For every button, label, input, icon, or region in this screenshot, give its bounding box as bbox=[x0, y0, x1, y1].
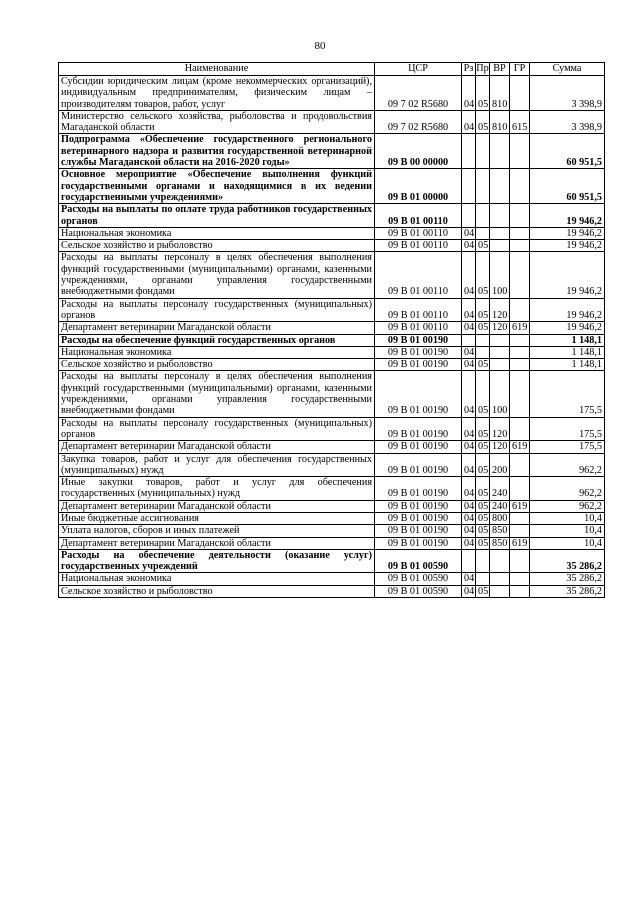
row-sum: 19 946,2 bbox=[530, 252, 605, 298]
row-name: Сельское хозяйство и рыболовство bbox=[59, 359, 375, 371]
row-pr bbox=[476, 134, 490, 169]
row-pr: 05 bbox=[476, 322, 490, 334]
row-csr: 09 В 01 00190 bbox=[375, 334, 462, 346]
row-csr: 09 В 01 00190 bbox=[375, 371, 462, 417]
row-csr: 09 В 01 00590 bbox=[375, 585, 462, 597]
row-vr bbox=[490, 227, 510, 239]
row-sum: 19 946,2 bbox=[530, 227, 605, 239]
row-gr bbox=[510, 298, 530, 322]
row-vr bbox=[490, 240, 510, 252]
row-vr bbox=[490, 573, 510, 585]
row-rz bbox=[462, 169, 476, 204]
row-csr: 09 В 01 00590 bbox=[375, 549, 462, 573]
row-gr bbox=[510, 549, 530, 573]
table-row bbox=[59, 134, 605, 169]
row-pr bbox=[476, 227, 490, 239]
row-name: Национальная экономика bbox=[59, 346, 375, 358]
row-gr bbox=[510, 573, 530, 585]
row-pr: 05 bbox=[476, 453, 490, 477]
table-header-row bbox=[59, 63, 605, 76]
row-pr: 05 bbox=[476, 441, 490, 453]
row-csr: 09 В 01 00110 bbox=[375, 252, 462, 298]
header-rz: Рз bbox=[462, 63, 476, 76]
row-rz: 04 bbox=[462, 453, 476, 477]
row-name: Департамент ветеринарии Магаданской области bbox=[59, 500, 375, 512]
row-rz: 04 bbox=[462, 537, 476, 549]
row-sum: 3 398,9 bbox=[530, 76, 605, 111]
row-vr: 810 bbox=[490, 110, 510, 134]
row-gr bbox=[510, 252, 530, 298]
row-rz: 04 bbox=[462, 585, 476, 597]
row-rz: 04 bbox=[462, 346, 476, 358]
table-row bbox=[59, 525, 605, 537]
row-vr: 100 bbox=[490, 252, 510, 298]
row-name: Национальная экономика bbox=[59, 227, 375, 239]
row-name: Расходы на обеспечение функций государственных органов bbox=[59, 334, 375, 346]
header-name: Наименование bbox=[59, 63, 375, 76]
row-rz bbox=[462, 549, 476, 573]
row-gr bbox=[510, 134, 530, 169]
row-pr: 05 bbox=[476, 252, 490, 298]
header-vr: ВР bbox=[490, 63, 510, 76]
row-pr: 05 bbox=[476, 110, 490, 134]
row-sum: 3 398,9 bbox=[530, 110, 605, 134]
row-rz bbox=[462, 134, 476, 169]
row-name: Сельское хозяйство и рыболовство bbox=[59, 585, 375, 597]
row-pr: 05 bbox=[476, 477, 490, 501]
row-sum: 60 951,5 bbox=[530, 134, 605, 169]
row-vr bbox=[490, 549, 510, 573]
table-row bbox=[59, 512, 605, 524]
row-sum: 175,5 bbox=[530, 441, 605, 453]
row-gr bbox=[510, 169, 530, 204]
row-sum: 962,2 bbox=[530, 477, 605, 501]
row-csr: 09 В 01 00190 bbox=[375, 453, 462, 477]
row-csr: 09 В 01 00110 bbox=[375, 298, 462, 322]
row-vr: 100 bbox=[490, 371, 510, 417]
row-rz: 04 bbox=[462, 417, 476, 441]
table-row bbox=[59, 477, 605, 501]
row-name: Закупка товаров, работ и услуг для обеспечения государственных (муниципальных) нужд bbox=[59, 453, 375, 477]
budget-table bbox=[58, 62, 605, 598]
row-sum: 19 946,2 bbox=[530, 204, 605, 228]
table-row bbox=[59, 573, 605, 585]
row-rz: 04 bbox=[462, 525, 476, 537]
table-row bbox=[59, 453, 605, 477]
row-pr bbox=[476, 169, 490, 204]
row-sum: 35 286,2 bbox=[530, 573, 605, 585]
row-pr bbox=[476, 549, 490, 573]
row-csr: 09 В 01 00190 bbox=[375, 537, 462, 549]
row-sum: 10,4 bbox=[530, 525, 605, 537]
table-row bbox=[59, 240, 605, 252]
row-vr: 120 bbox=[490, 298, 510, 322]
row-gr: 619 bbox=[510, 537, 530, 549]
row-gr: 615 bbox=[510, 110, 530, 134]
row-pr: 05 bbox=[476, 240, 490, 252]
row-vr: 200 bbox=[490, 453, 510, 477]
row-pr: 05 bbox=[476, 298, 490, 322]
row-sum: 175,5 bbox=[530, 417, 605, 441]
row-rz: 04 bbox=[462, 477, 476, 501]
row-rz: 04 bbox=[462, 573, 476, 585]
table-row bbox=[59, 322, 605, 334]
row-csr: 09 В 01 00190 bbox=[375, 346, 462, 358]
row-gr bbox=[510, 512, 530, 524]
row-csr: 09 В 00 00000 bbox=[375, 134, 462, 169]
row-pr bbox=[476, 204, 490, 228]
row-pr: 05 bbox=[476, 525, 490, 537]
table-row bbox=[59, 537, 605, 549]
row-vr: 120 bbox=[490, 322, 510, 334]
table-row bbox=[59, 359, 605, 371]
row-sum: 10,4 bbox=[530, 512, 605, 524]
row-name: Субсидии юридическим лицам (кроме некоммерческих организаций), индивидуальным предпринимателям, физическим лицам – производителям товаров, работ, услуг bbox=[59, 76, 375, 111]
row-vr bbox=[490, 334, 510, 346]
row-vr: 120 bbox=[490, 441, 510, 453]
row-pr: 05 bbox=[476, 417, 490, 441]
row-name: Расходы на обеспечение деятельности (оказание услуг) государственных учреждений bbox=[59, 549, 375, 573]
row-rz: 04 bbox=[462, 371, 476, 417]
row-name: Иные бюджетные ассигнования bbox=[59, 512, 375, 524]
row-sum: 35 286,2 bbox=[530, 585, 605, 597]
row-csr: 09 В 01 00110 bbox=[375, 322, 462, 334]
row-gr: 619 bbox=[510, 500, 530, 512]
row-pr: 05 bbox=[476, 585, 490, 597]
row-name: Расходы на выплаты по оплате труда работников государственных органов bbox=[59, 204, 375, 228]
row-rz bbox=[462, 334, 476, 346]
row-pr: 05 bbox=[476, 537, 490, 549]
table-row bbox=[59, 441, 605, 453]
row-pr: 05 bbox=[476, 359, 490, 371]
row-vr: 240 bbox=[490, 477, 510, 501]
row-vr: 850 bbox=[490, 537, 510, 549]
row-gr bbox=[510, 346, 530, 358]
table-row bbox=[59, 417, 605, 441]
row-rz: 04 bbox=[462, 512, 476, 524]
row-vr: 810 bbox=[490, 76, 510, 111]
row-sum: 962,2 bbox=[530, 453, 605, 477]
row-pr bbox=[476, 346, 490, 358]
row-gr bbox=[510, 417, 530, 441]
row-gr bbox=[510, 227, 530, 239]
row-sum: 19 946,2 bbox=[530, 240, 605, 252]
row-csr: 09 В 01 00190 bbox=[375, 525, 462, 537]
table-row bbox=[59, 334, 605, 346]
row-rz: 04 bbox=[462, 322, 476, 334]
row-pr bbox=[476, 573, 490, 585]
row-rz: 04 bbox=[462, 500, 476, 512]
row-name: Департамент ветеринарии Магаданской области bbox=[59, 441, 375, 453]
header-sum: Сумма bbox=[530, 63, 605, 76]
row-gr: 619 bbox=[510, 441, 530, 453]
row-sum: 19 946,2 bbox=[530, 298, 605, 322]
table-row bbox=[59, 585, 605, 597]
table-row bbox=[59, 298, 605, 322]
table-row bbox=[59, 76, 605, 111]
row-rz bbox=[462, 204, 476, 228]
row-sum: 962,2 bbox=[530, 500, 605, 512]
row-pr bbox=[476, 334, 490, 346]
row-pr: 05 bbox=[476, 371, 490, 417]
row-gr bbox=[510, 204, 530, 228]
row-name: Расходы на выплаты персоналу в целях обеспечения выполнения функций государственными (муниципальными) органами, казенными учреждениями, органами управления государственными внебюджетными фондами bbox=[59, 252, 375, 298]
table-row bbox=[59, 346, 605, 358]
row-gr bbox=[510, 585, 530, 597]
row-csr: 09 В 01 00110 bbox=[375, 204, 462, 228]
row-gr bbox=[510, 76, 530, 111]
row-name: Уплата налогов, сборов и иных платежей bbox=[59, 525, 375, 537]
row-gr bbox=[510, 525, 530, 537]
row-name: Иные закупки товаров, работ и услуг для обеспечения государственных (муниципальных) нужд bbox=[59, 477, 375, 501]
row-rz: 04 bbox=[462, 227, 476, 239]
row-name: Расходы на выплаты персоналу в целях обеспечения выполнения функций государственными (муниципальными) органами, казенными учреждениями, органами управления государственными внебюджетными фондами bbox=[59, 371, 375, 417]
row-vr bbox=[490, 359, 510, 371]
row-name: Подпрограмма «Обеспечение государственного регионального ветеринарного надзора и развития государственной ветеринарной службы Магаданской области на 2016-2020 годы» bbox=[59, 134, 375, 169]
row-csr: 09 В 01 00190 bbox=[375, 512, 462, 524]
header-csr: ЦСР bbox=[375, 63, 462, 76]
table-row bbox=[59, 252, 605, 298]
row-gr bbox=[510, 240, 530, 252]
row-csr: 09 В 01 00000 bbox=[375, 169, 462, 204]
row-sum: 1 148,1 bbox=[530, 346, 605, 358]
row-csr: 09 В 01 00190 bbox=[375, 417, 462, 441]
row-gr bbox=[510, 453, 530, 477]
row-sum: 35 286,2 bbox=[530, 549, 605, 573]
row-vr: 800 bbox=[490, 512, 510, 524]
row-vr bbox=[490, 346, 510, 358]
row-vr bbox=[490, 134, 510, 169]
row-name: Расходы на выплаты персоналу государственных (муниципальных) органов bbox=[59, 417, 375, 441]
row-sum: 175,5 bbox=[530, 371, 605, 417]
page-number: 80 bbox=[314, 40, 326, 52]
row-sum: 60 951,5 bbox=[530, 169, 605, 204]
row-pr: 05 bbox=[476, 500, 490, 512]
row-csr: 09 В 01 00590 bbox=[375, 573, 462, 585]
row-name: Сельское хозяйство и рыболовство bbox=[59, 240, 375, 252]
row-gr bbox=[510, 477, 530, 501]
row-csr: 09 В 01 00190 bbox=[375, 441, 462, 453]
row-pr: 05 bbox=[476, 76, 490, 111]
row-sum: 10,4 bbox=[530, 537, 605, 549]
row-csr: 09 В 01 00190 bbox=[375, 477, 462, 501]
row-vr: 850 bbox=[490, 525, 510, 537]
row-vr: 240 bbox=[490, 500, 510, 512]
row-rz: 04 bbox=[462, 359, 476, 371]
row-csr: 09 В 01 00190 bbox=[375, 359, 462, 371]
row-rz: 04 bbox=[462, 441, 476, 453]
header-gr: ГР bbox=[510, 63, 530, 76]
table-row bbox=[59, 204, 605, 228]
row-sum: 19 946,2 bbox=[530, 322, 605, 334]
row-vr bbox=[490, 169, 510, 204]
row-name: Департамент ветеринарии Магаданской области bbox=[59, 322, 375, 334]
table-row bbox=[59, 110, 605, 134]
row-rz: 04 bbox=[462, 76, 476, 111]
row-sum: 1 148,1 bbox=[530, 334, 605, 346]
row-csr: 09 В 01 00110 bbox=[375, 227, 462, 239]
table-row bbox=[59, 227, 605, 239]
row-name: Расходы на выплаты персоналу государственных (муниципальных) органов bbox=[59, 298, 375, 322]
table-row bbox=[59, 549, 605, 573]
row-vr: 120 bbox=[490, 417, 510, 441]
header-pr: Пр bbox=[476, 63, 489, 75]
table-row bbox=[59, 500, 605, 512]
row-name: Национальная экономика bbox=[59, 573, 375, 585]
row-vr bbox=[490, 204, 510, 228]
row-vr bbox=[490, 585, 510, 597]
row-name: Министерство сельского хозяйства, рыболовства и продовольствия Магаданской области bbox=[59, 110, 375, 134]
row-gr bbox=[510, 359, 530, 371]
table-row bbox=[59, 371, 605, 417]
row-name: Основное мероприятие «Обеспечение выполнения функций государственными органами и находящимися в их ведении государственными учреждениями» bbox=[59, 169, 375, 204]
row-sum: 1 148,1 bbox=[530, 359, 605, 371]
row-csr: 09 7 02 R5680 bbox=[375, 110, 462, 134]
row-csr: 09 В 01 00110 bbox=[375, 240, 462, 252]
row-rz: 04 bbox=[462, 110, 476, 134]
row-rz: 04 bbox=[462, 298, 476, 322]
row-rz: 04 bbox=[462, 240, 476, 252]
row-gr: 619 bbox=[510, 322, 530, 334]
row-rz: 04 bbox=[462, 252, 476, 298]
row-pr: 05 bbox=[476, 512, 490, 524]
row-name: Департамент ветеринарии Магаданской области bbox=[59, 537, 375, 549]
row-csr: 09 В 01 00190 bbox=[375, 500, 462, 512]
row-gr bbox=[510, 334, 530, 346]
row-csr: 09 7 02 R5680 bbox=[375, 76, 462, 111]
row-gr bbox=[510, 371, 530, 417]
table-row bbox=[59, 169, 605, 204]
